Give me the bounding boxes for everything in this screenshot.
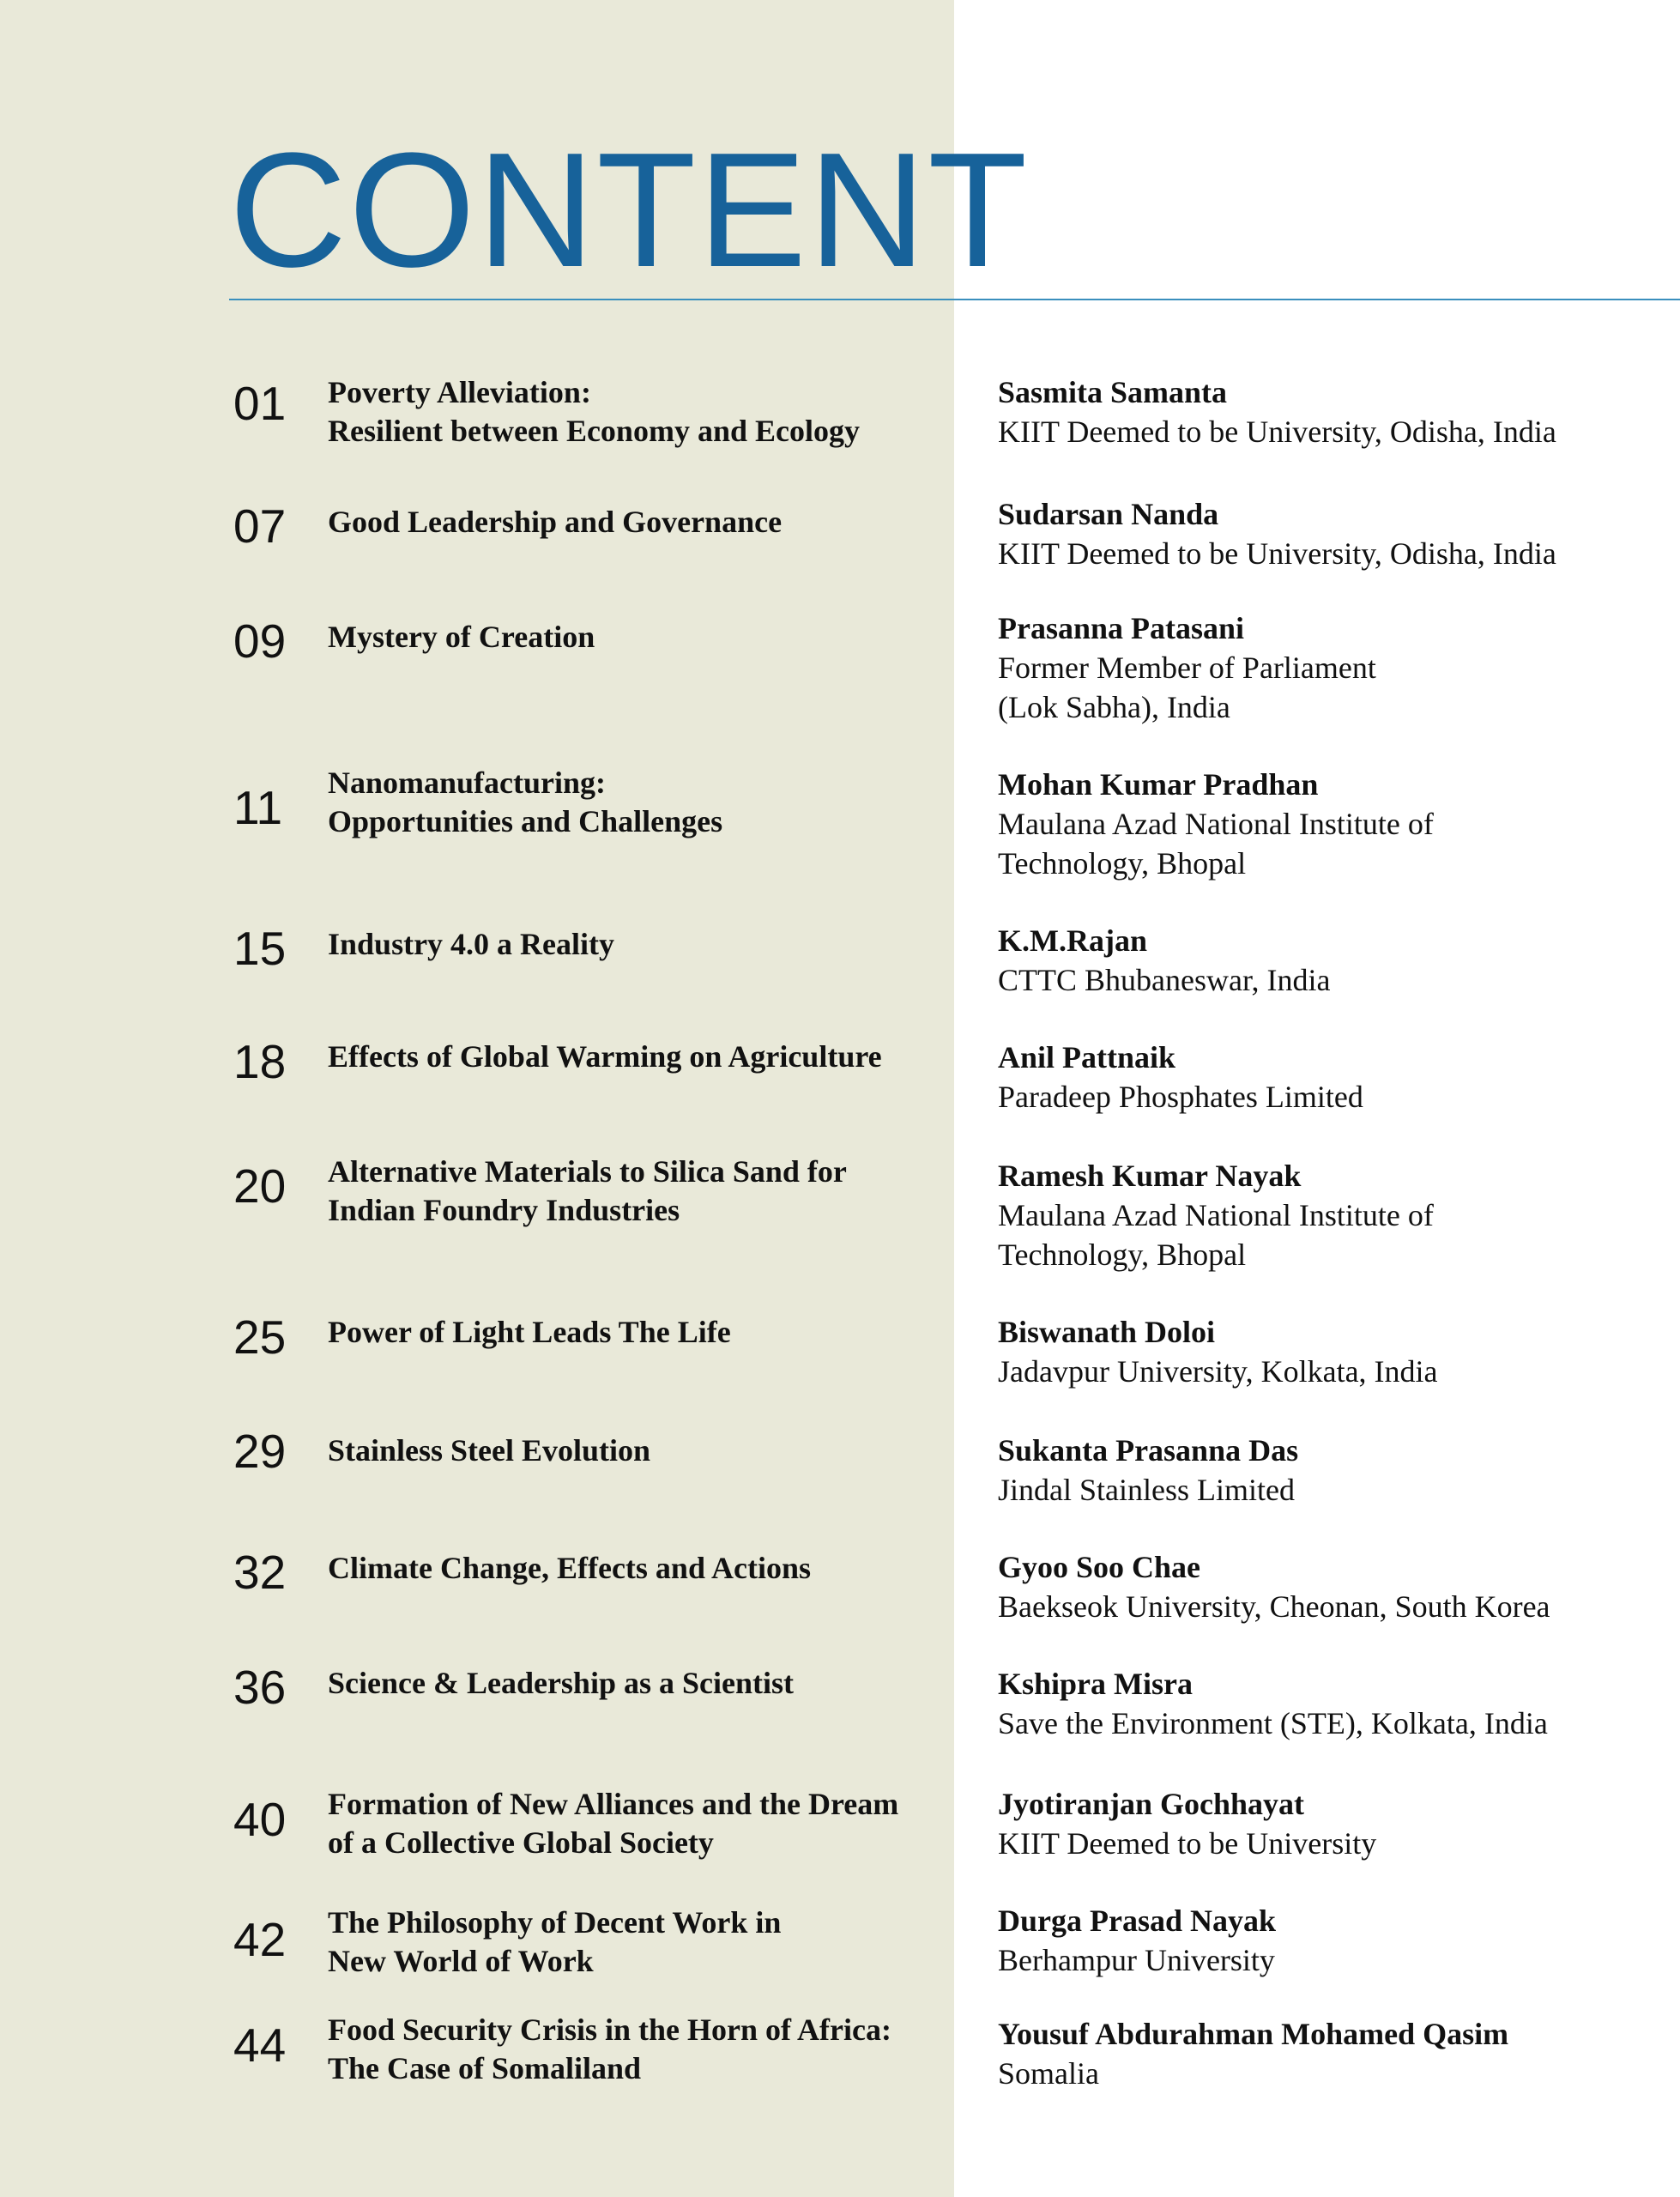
author-name: Sukanta Prasanna Das <box>998 1433 1299 1468</box>
article-title <box>328 1549 946 1588</box>
author-affiliation: Paradeep Phosphates Limited <box>998 1080 1363 1114</box>
article-title-line: of a Collective Global Society <box>328 1825 714 1860</box>
author-affiliation: Berhampur University <box>998 1943 1275 1977</box>
author-name: K.M.Rajan <box>998 923 1147 958</box>
author-affiliation: Maulana Azad National Institute of <box>998 1198 1434 1232</box>
author-block <box>998 1785 1667 1863</box>
article-title-line: Formation of New Alliances and the Dream <box>328 1787 899 1821</box>
article-title-line: Poverty Alleviation: <box>328 375 591 409</box>
article-title-line: Indian Foundry Industries <box>328 1193 680 1227</box>
author-block <box>998 1902 1667 1980</box>
article-title-line: The Case of Somaliland <box>328 2051 642 2085</box>
article-title <box>328 1785 946 1862</box>
article-title <box>328 764 946 841</box>
author-block <box>998 1431 1667 1510</box>
author-affiliation: Jindal Stainless Limited <box>998 1473 1295 1507</box>
page-number: 20 <box>233 1159 287 1213</box>
article-title-line: Power of Light Leads The Life <box>328 1315 731 1349</box>
author-name: Anil Pattnaik <box>998 1040 1176 1074</box>
article-title <box>328 1903 946 1981</box>
page-number: 25 <box>233 1310 287 1364</box>
author-name: Kshipra Misra <box>998 1667 1194 1701</box>
title-divider <box>229 299 1680 300</box>
author-affiliation: KIIT Deemed to be University, Odisha, India <box>998 536 1556 571</box>
author-name: Prasanna Patasani <box>998 611 1245 645</box>
article-title <box>328 1664 946 1703</box>
page-number: 40 <box>233 1793 287 1846</box>
author-affiliation: Jadavpur University, Kolkata, India <box>998 1354 1438 1389</box>
article-title-line: The Philosophy of Decent Work in <box>328 1905 782 1940</box>
article-title-line: Mystery of Creation <box>328 620 595 654</box>
article-title <box>328 1038 946 1076</box>
author-block <box>998 609 1667 727</box>
article-title-line: Opportunities and Challenges <box>328 804 723 838</box>
author-block <box>998 1313 1667 1391</box>
article-title-line: Science & Leadership as a Scientist <box>328 1666 794 1700</box>
author-name: Durga Prasad Nayak <box>998 1903 1277 1938</box>
article-title-line: Food Security Crisis in the Horn of Africa: <box>328 2012 891 2047</box>
author-affiliation: Baekseok University, Cheonan, South Korea <box>998 1589 1550 1624</box>
author-affiliation: Maulana Azad National Institute of <box>998 807 1434 841</box>
page-number: 09 <box>233 614 287 668</box>
author-block <box>998 495 1667 573</box>
page-number: 07 <box>233 499 287 553</box>
author-block <box>998 1157 1667 1274</box>
author-block <box>998 1038 1667 1117</box>
author-affiliation: Technology, Bhopal <box>998 1238 1247 1272</box>
article-title <box>328 1153 946 1230</box>
article-title-line: Alternative Materials to Silica Sand for <box>328 1154 847 1189</box>
page-number: 11 <box>233 781 283 834</box>
author-affiliation: KIIT Deemed to be University, Odisha, India <box>998 415 1556 449</box>
author-name: Sasmita Samanta <box>998 375 1228 409</box>
article-title-line: Industry 4.0 a Reality <box>328 927 615 961</box>
article-title-line: New World of Work <box>328 1944 594 1978</box>
article-title <box>328 618 946 657</box>
author-name: Gyoo Soo Chae <box>998 1550 1201 1584</box>
article-title-line: Resilient between Economy and Ecology <box>328 414 860 448</box>
author-block <box>998 922 1667 1000</box>
page-number: 29 <box>233 1425 287 1478</box>
page-number: 32 <box>233 1546 287 1599</box>
page-number: 15 <box>233 922 287 975</box>
author-affiliation: (Lok Sabha), India <box>998 690 1230 724</box>
article-title <box>328 503 946 542</box>
page-number: 36 <box>233 1661 287 1714</box>
page-title: CONTENT <box>229 119 1030 301</box>
page-number: 44 <box>233 2018 287 2072</box>
author-affiliation: Technology, Bhopal <box>998 846 1247 881</box>
article-title-line: Effects of Global Warming on Agriculture <box>328 1039 882 1074</box>
author-block <box>998 1548 1667 1626</box>
article-title <box>328 1431 946 1470</box>
author-affiliation: CTTC Bhubaneswar, India <box>998 963 1331 997</box>
article-title <box>328 1313 946 1352</box>
article-title-line: Climate Change, Effects and Actions <box>328 1551 811 1585</box>
author-affiliation: Somalia <box>998 2056 1099 2091</box>
author-name: Biswanath Doloi <box>998 1315 1216 1349</box>
author-block <box>998 1665 1667 1743</box>
author-affiliation: Save the Environment (STE), Kolkata, India <box>998 1706 1548 1740</box>
page-number: 42 <box>233 1913 287 1966</box>
author-affiliation: KIIT Deemed to be University <box>998 1826 1377 1861</box>
author-name: Yousuf Abdurahman Mohamed Qasim <box>998 2017 1509 2051</box>
article-title <box>328 2011 946 2088</box>
article-title-line: Nanomanufacturing: <box>328 766 607 800</box>
author-name: Sudarsan Nanda <box>998 497 1219 531</box>
article-title-line: Stainless Steel Evolution <box>328 1433 651 1468</box>
article-title <box>328 925 946 964</box>
author-block <box>998 373 1667 451</box>
author-affiliation: Former Member of Parliament <box>998 651 1376 685</box>
article-title <box>328 373 946 451</box>
author-block <box>998 766 1667 883</box>
author-name: Jyotiranjan Gochhayat <box>998 1787 1305 1821</box>
article-title-line: Good Leadership and Governance <box>328 505 783 539</box>
author-block <box>998 2015 1667 2093</box>
page-number: 01 <box>233 377 287 430</box>
author-name: Mohan Kumar Pradhan <box>998 767 1319 802</box>
author-name: Ramesh Kumar Nayak <box>998 1159 1302 1193</box>
page-number: 18 <box>233 1035 287 1088</box>
